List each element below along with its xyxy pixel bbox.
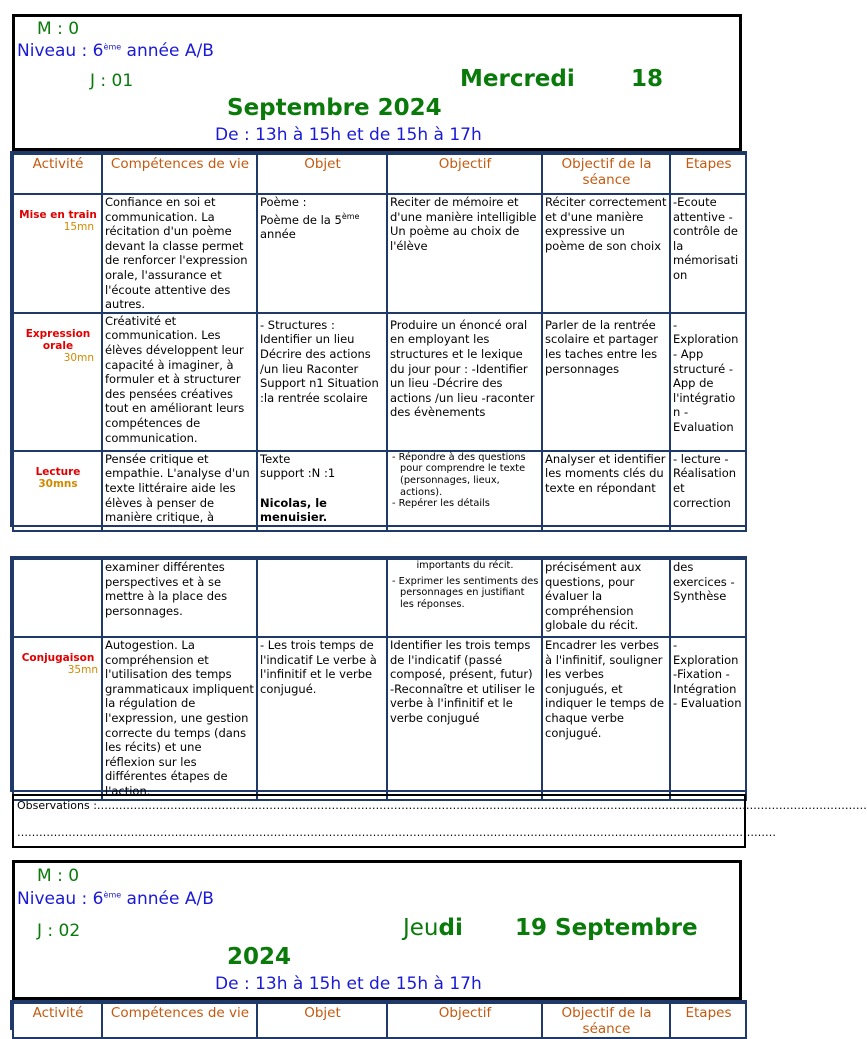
objet-cell	[257, 559, 387, 637]
header-objectif: Objectif	[387, 1003, 542, 1038]
header-competences: Compétences de vie	[102, 154, 257, 194]
activity-cell	[13, 451, 102, 531]
table-row	[13, 313, 746, 451]
activity-cell	[13, 194, 102, 313]
observations-line: Observations :…………………………………………………………………………………………………………………………………………………………………………………………	[17, 799, 867, 812]
header-objectif: Objectif	[387, 154, 542, 194]
objectif-seance-cell: Parler de la rentrée scolaire et partager les taches entre les personnages	[542, 313, 670, 451]
header-etapes: Etapes	[670, 1003, 746, 1038]
text-title: Nicolas, le menuisier.	[260, 495, 328, 525]
activity-name: Lecture	[35, 465, 81, 478]
table-row	[13, 637, 746, 800]
observations-box	[12, 794, 867, 848]
objectif-cell: Identifier les trois temps de l'indicatif (passé composé, présent, futur) -Reconnaître et utiliser le verbe à l'infinitif et le verbe conjugué	[387, 637, 542, 800]
activity-name: Expression orale	[25, 327, 91, 352]
competences-cell: Autogestion. La compréhension et l'utilisation des temps grammaticaux impliquent la régulation de l'expression, une gestion correcte du temps (dans les récits) et une réflexion sur les différentes étapes de l'action.	[102, 637, 257, 800]
hours-label: De : 13h à 15h et de 15h à 17h	[215, 974, 482, 994]
objectif-seance-cell: Encadrer les verbes à l'infinitif, souligner les verbes conjugués, et indiquer le temps de chaque verbe conjugué.	[542, 637, 670, 800]
activity-time: 15mn	[63, 221, 94, 233]
header-objectif-seance: Objectif de la séance	[542, 1003, 670, 1038]
activity-name: Mise en train	[19, 209, 97, 221]
header-activite: Activité	[13, 1003, 102, 1038]
header-objet: Objet	[257, 1003, 387, 1038]
competences-cell: Créativité et communication. Les élèves développent leur capacité à imaginer, à formuler et à structurer des pensées créatives tout en améliorant leurs compétences de communication.	[102, 313, 257, 451]
date: 19 Septembre	[515, 915, 698, 941]
daynum: 18	[631, 66, 664, 92]
list-item: - Répondre à des questions pour comprendre le texte (personnages, lieux, actions).	[392, 451, 526, 498]
objectif-cell: Produire un énoncé oral en employant les structures et le lexique du jour pour : -Identifier un lieu -Décrire des actions /un lieu -raconter des évènements	[387, 313, 542, 451]
observations-label: Observations :	[17, 799, 97, 812]
competences-cell: Confiance en soi et communication. La récitation d'un poème devant la classe permet de renforcer l'expression orale, l'assurance et l'écoute attentive des autres.	[102, 194, 257, 313]
objectif-seance-cell: Réciter correctement et d'une manière expressive un poème de son choix	[542, 194, 670, 313]
objet-cell: - Structures : Identifier un lieu Décrire des actions /un lieu Raconter Support n1 Situation :la rentrée scolaire	[257, 313, 387, 451]
hours-label: De : 13h à 15h et de 15h à 17h	[215, 125, 482, 145]
activity-cell	[13, 313, 102, 451]
activity-name: Conjugaison	[21, 652, 95, 664]
activity-cell	[13, 559, 102, 637]
month-year: Septembre 2024	[227, 95, 442, 121]
activity-time: 35mn	[67, 664, 98, 676]
activity-time: 30mns	[38, 477, 78, 490]
etapes-cell: - lecture - Réalisation et correction	[670, 451, 746, 531]
year: 2024	[227, 944, 292, 970]
competences-cell: examiner différentes perspectives et à se mettre à la place des personnages.	[102, 559, 257, 637]
objet-cell: Texte support :N :1 Nicolas, le menuisier.	[257, 451, 387, 531]
activity-cell	[13, 637, 102, 800]
module-label: M : 0	[37, 866, 80, 886]
table-row	[13, 559, 746, 637]
lesson-table-part1	[10, 151, 747, 527]
jour-label: J : 01	[90, 71, 134, 91]
list-item: - Repérer les détails	[392, 498, 490, 510]
observations-line-2: ………………………………………………………………………………………………………………………………………………………………………………………	[17, 826, 776, 839]
etapes-cell: - Exploration -Fixation - Intégration - Evaluation	[670, 637, 746, 800]
objectif-cell: Reciter de mémoire et d'une manière intelligible Un poème au choix de l'élève	[387, 194, 542, 313]
header-etapes: Etapes	[670, 154, 746, 194]
etapes-cell: - Exploration - App structuré - App de l'intégratio n - Evaluation	[670, 313, 746, 451]
objectif-seance-cell: Analyser et identifier les moments clés du texte en répondant	[542, 451, 670, 531]
jour-label: J : 02	[37, 921, 81, 941]
header-activite: Activité	[13, 154, 102, 194]
etapes-cell: -Ecoute attentive - contrôle de la mémorisati on	[670, 194, 746, 313]
weekday: Jeudi	[403, 915, 463, 941]
lesson-table-part2	[10, 556, 747, 798]
day2-header	[12, 860, 742, 1000]
table-row	[13, 451, 746, 531]
objet-cell: Poème : Poème de la 5ème année	[257, 194, 387, 313]
header-competences: Compétences de vie	[102, 1003, 257, 1038]
objectif-seance-cell: précisément aux questions, pour évaluer la compréhension globale du récit.	[542, 559, 670, 637]
lesson-table-day2	[10, 1000, 747, 1037]
competences-cell: Pensée critique et empathie. L'analyse d'un texte littéraire aide les élèves à penser de manière critique, à	[102, 451, 257, 531]
etapes-cell: des exercices -Synthèse	[670, 559, 746, 637]
objectif-cell	[387, 451, 542, 531]
weekday: Mercredi	[460, 66, 575, 92]
objet-cell: - Les trois temps de l'indicatif Le verbe à l'infinitif et le verbe conjugué.	[257, 637, 387, 800]
header-objectif-seance: Objectif de la séance	[542, 154, 670, 194]
list-item: - Exprimer les sentiments des personnages en justifiant les réponses.	[392, 575, 539, 610]
niveau-label: Niveau : 6ème année A/B	[17, 889, 214, 909]
module-label: M : 0	[37, 19, 80, 39]
activity-time: 30mn	[63, 351, 94, 364]
niveau-label: Niveau : 6ème année A/B	[17, 41, 214, 61]
header-objet: Objet	[257, 154, 387, 194]
day1-header	[12, 14, 742, 151]
table-row	[13, 194, 746, 313]
objectif-cell: importants du récit. - Exprimer les sentiments des personnages en justifiant les réponses.	[387, 559, 542, 637]
